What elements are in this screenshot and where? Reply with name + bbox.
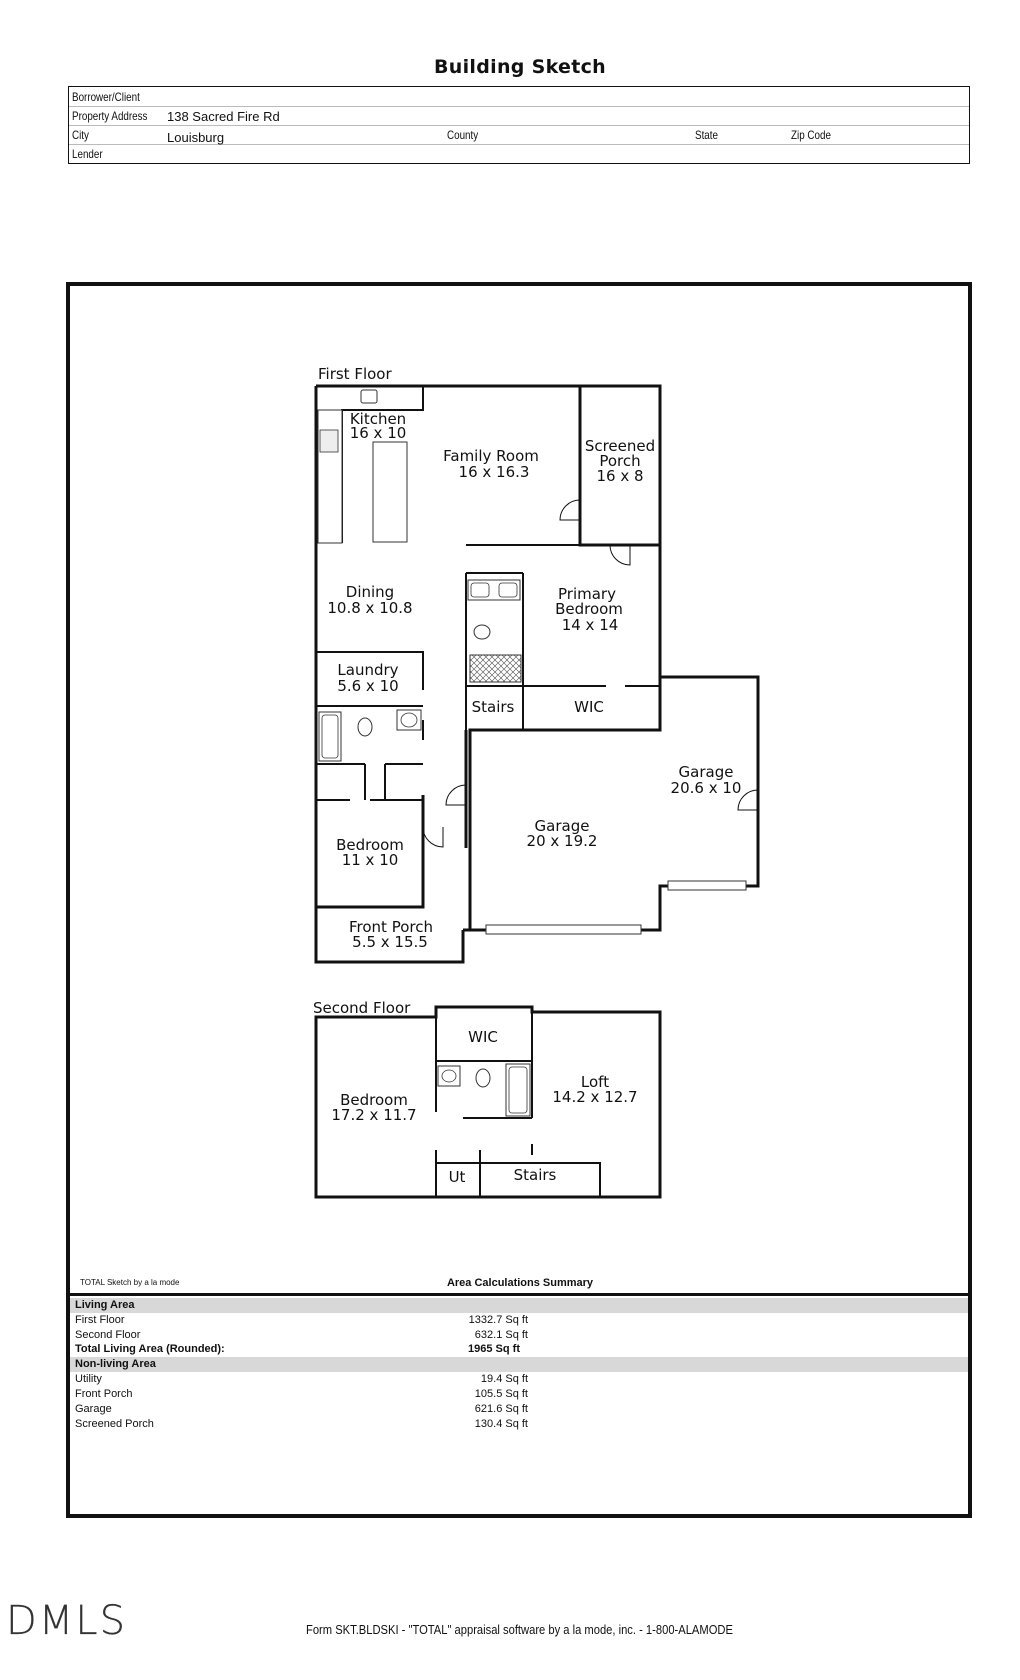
lender-label: Lender — [72, 147, 103, 161]
front-porch-name: Front Porch — [349, 918, 433, 936]
dining-name: Dining — [345, 583, 395, 601]
garage-small-name: Garage — [678, 763, 734, 781]
summary-title: Area Calculations Summary — [446, 1277, 594, 1289]
total-living-label: Total Living Area (Rounded): — [75, 1343, 225, 1355]
row-value: 19.4 Sq ft — [480, 1373, 528, 1385]
row-value: 621.6 Sq ft — [474, 1403, 528, 1415]
wic-first-floor: WIC — [574, 698, 604, 716]
stairs-second-floor: Stairs — [513, 1166, 557, 1184]
living-area-label: Living Area — [75, 1299, 135, 1311]
property-label: Property Address — [72, 109, 148, 123]
bedroom-1-name: Bedroom — [336, 836, 404, 854]
bedroom-2-name: Bedroom — [340, 1091, 408, 1109]
form-footer: Form SKT.BLDSKI - "TOTAL" appraisal software by a la mode, inc. - 1-800-ALAMODE — [306, 1622, 733, 1637]
total-living-row — [70, 1342, 968, 1357]
family-room-size: 16 x 16.3 — [458, 463, 530, 481]
row-value: 632.1 Sq ft — [474, 1329, 528, 1341]
non-living-area-label: Non-living Area — [75, 1358, 156, 1370]
kitchen-size: 16 x 10 — [349, 424, 407, 442]
row-value: 1332.7 Sq ft — [468, 1314, 528, 1326]
wic-second-floor: WIC — [468, 1028, 498, 1046]
dining-size: 10.8 x 10.8 — [327, 599, 413, 617]
primary-bedroom-name-2: Bedroom — [555, 600, 623, 618]
first-floor-label: First Floor — [318, 365, 392, 383]
borrower-label: Borrower/Client — [72, 90, 140, 104]
summary-row — [70, 1387, 968, 1402]
city-label: City — [72, 128, 89, 142]
total-living-value: 1965 Sq ft — [468, 1343, 520, 1355]
row-label: Utility — [75, 1373, 102, 1385]
non-living-area-header — [70, 1357, 968, 1372]
row-label: Front Porch — [75, 1388, 133, 1400]
summary-row — [70, 1372, 968, 1387]
county-label: County — [447, 128, 479, 142]
second-floor-label: Second Floor — [313, 999, 411, 1017]
garage-name: Garage — [534, 817, 590, 835]
summary-row — [70, 1402, 968, 1417]
kitchen-name: Kitchen — [349, 410, 407, 428]
garage-small-size: 20.6 x 10 — [670, 779, 742, 797]
screened-porch-name-2: Porch — [599, 452, 641, 470]
row-label: Screened Porch — [75, 1418, 154, 1430]
laundry-size: 5.6 x 10 — [337, 677, 399, 695]
summary-row — [70, 1417, 968, 1432]
row-label: Second Floor — [75, 1329, 141, 1341]
primary-bedroom-name-1: Primary — [558, 585, 616, 603]
state-label: State — [695, 128, 718, 142]
bedroom-2-size: 17.2 x 11.7 — [331, 1106, 417, 1124]
loft-size: 14.2 x 12.7 — [552, 1088, 638, 1106]
summary-row — [70, 1328, 968, 1343]
area-summary — [70, 1293, 968, 1517]
summary-row — [70, 1313, 968, 1328]
row-value: 130.4 Sq ft — [474, 1418, 528, 1430]
property-value: 138 Sacred Fire Rd — [167, 109, 280, 124]
screened-porch-size: 16 x 8 — [596, 467, 644, 485]
row-label: Garage — [75, 1403, 112, 1415]
primary-bedroom-size: 14 x 14 — [561, 616, 619, 634]
front-porch-size: 5.5 x 15.5 — [352, 933, 428, 951]
stairs-first-floor: Stairs — [471, 698, 515, 716]
sketch-credit: TOTAL Sketch by a la mode — [80, 1278, 180, 1287]
page-title: Building Sketch — [434, 56, 606, 78]
garage-size: 20 x 19.2 — [526, 832, 598, 850]
row-value: 105.5 Sq ft — [474, 1388, 528, 1400]
dmls-logo: DMLS — [6, 1598, 127, 1644]
utility-label: Ut — [448, 1168, 466, 1186]
living-area-header — [70, 1298, 968, 1313]
zip-label: Zip Code — [791, 128, 831, 142]
screened-porch-name-1: Screened — [584, 437, 656, 455]
row-label: First Floor — [75, 1314, 125, 1326]
city-value: Louisburg — [167, 130, 225, 145]
family-room-name: Family Room — [443, 447, 539, 465]
bedroom-1-size: 11 x 10 — [341, 851, 399, 869]
loft-name: Loft — [580, 1073, 610, 1091]
laundry-name: Laundry — [337, 661, 399, 679]
